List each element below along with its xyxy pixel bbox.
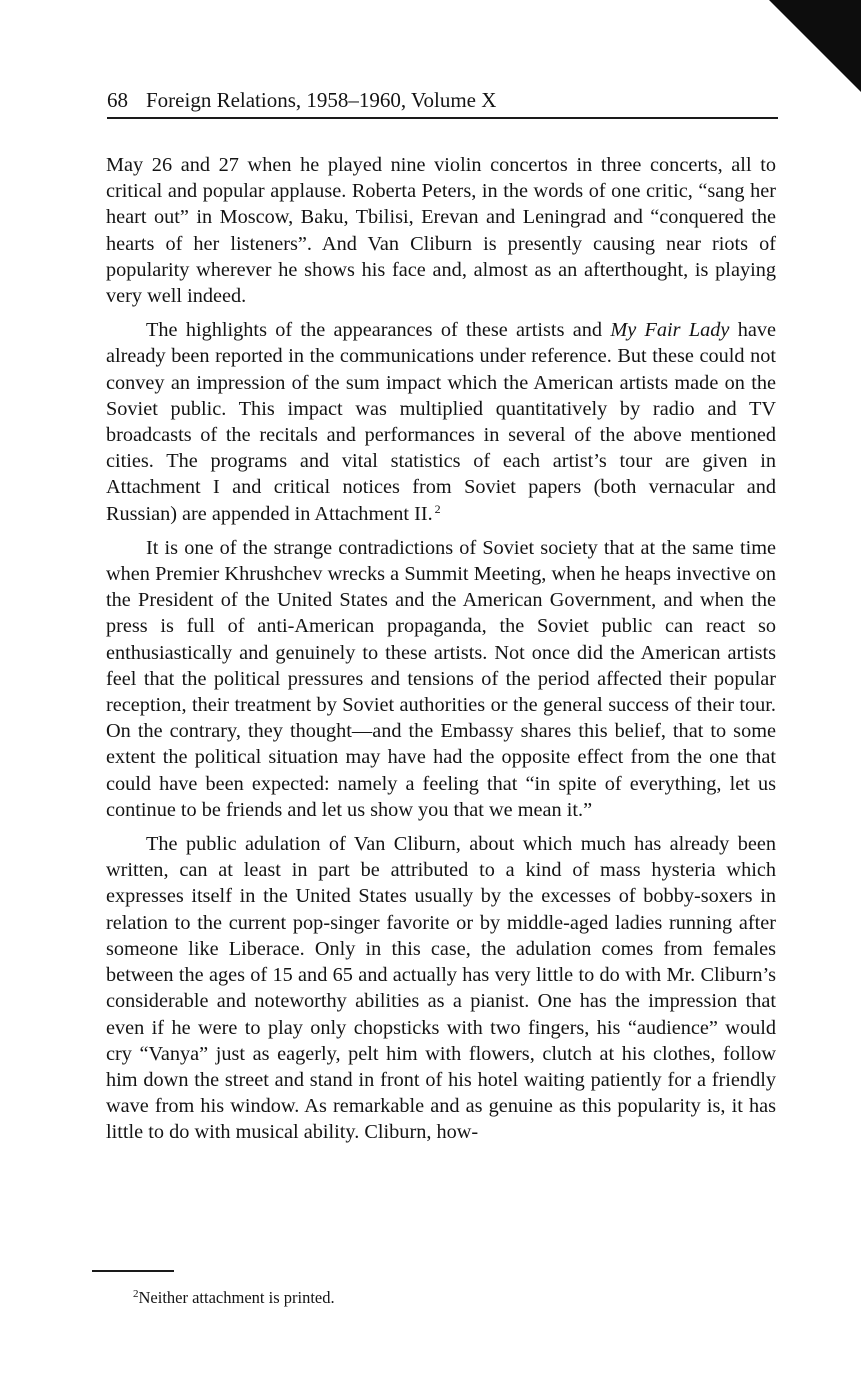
paragraph-2 xyxy=(106,317,776,527)
footnote-rule xyxy=(92,1270,174,1272)
footnote xyxy=(133,1287,335,1309)
page-number: 68 xyxy=(107,88,128,112)
footnote-reference: 2 xyxy=(434,501,441,516)
page-corner-fold xyxy=(769,0,861,92)
header-rule xyxy=(107,117,778,119)
paragraph-4: The public adulation of Van Cliburn, about which much has already been written, can at least in part be attributed to a kind of mass hysteria which expresses itself in the United States usually by the excesses of bobby-soxers in relation to the current pop-singer favorite or by middle-aged ladies running after someone like Liberace. Only in this case, the adulation comes from females between the ages of 15 and 65 and actually has very little to do with Mr. Cliburn’s considerable and noteworthy abilities as a pianist. One has the impression that even if he were to play only chopsticks with two fingers, his “audience” would cry “Vanya” just as eagerly, pelt him with flowers, clutch at his clothes, follow him down the street and stand in front of his hotel waiting patiently for a friendly wave from his window. As remarkable and as genuine as this popularity is, it has little to do with musical ability. Cliburn, how- xyxy=(106,833,776,1144)
paragraph-3: It is one of the strange contradictions of Soviet society that at the same time when Premier Khrushchev wrecks a Summit Meeting, when he heaps invective on the President of the United States and the American Government, and when the press is full of anti-American propaganda, the Soviet public can react so enthusiastically and genuinely to these artists. Not once did the American artists feel that the political pressures and tensions of the period affected their popular reception, their treatment by Soviet authorities or the general success of their tour. On the contrary, they thought—and the Embassy shares this belief, that to some extent the political situation may have had the opposite effect from the one that could have been expected: namely a feeling that “in spite of everything, let us continue to be friends and let us show you that we mean it.” xyxy=(106,536,776,821)
paragraph-2-lead: The highlights of the appearances of these artists and xyxy=(146,319,611,342)
footnote-mark: 2 xyxy=(133,1288,139,1300)
running-head xyxy=(107,84,777,116)
paragraph-2-body: have already been reported in the communications under reference. But these could not convey an impression of the sum impact which the American artists made on the Soviet public. This impact was multiplied quantitatively by radio and TV broadcasts of the recitals and performances in several of the above mentioned cities. The programs and vital statistics of each artist’s tour are given in Attachment I and critical notices from Soviet papers (both vernacular and Russian) are appended in Attachment II. xyxy=(106,319,777,525)
footnote-text: Neither attachment is printed. xyxy=(138,1288,335,1307)
paragraph-1: May 26 and 27 when he played nine violin concertos in three concerts, all to critical and popular applause. Roberta Peters, in the words of one critic, “sang her heart out” in Moscow, Baku, Tbilisi, Erevan and Leningrad and “conquered the hearts of her listeners”. And Van Cliburn is presently causing near riots of popularity wherever he shows his face and, almost as an afterthought, is playing very well indeed. xyxy=(106,154,776,308)
volume-title: Foreign Relations, 1958–1960, Volume X xyxy=(146,88,497,112)
my-fair-lady-title: My Fair Lady xyxy=(610,319,730,342)
body-text xyxy=(106,152,776,1154)
